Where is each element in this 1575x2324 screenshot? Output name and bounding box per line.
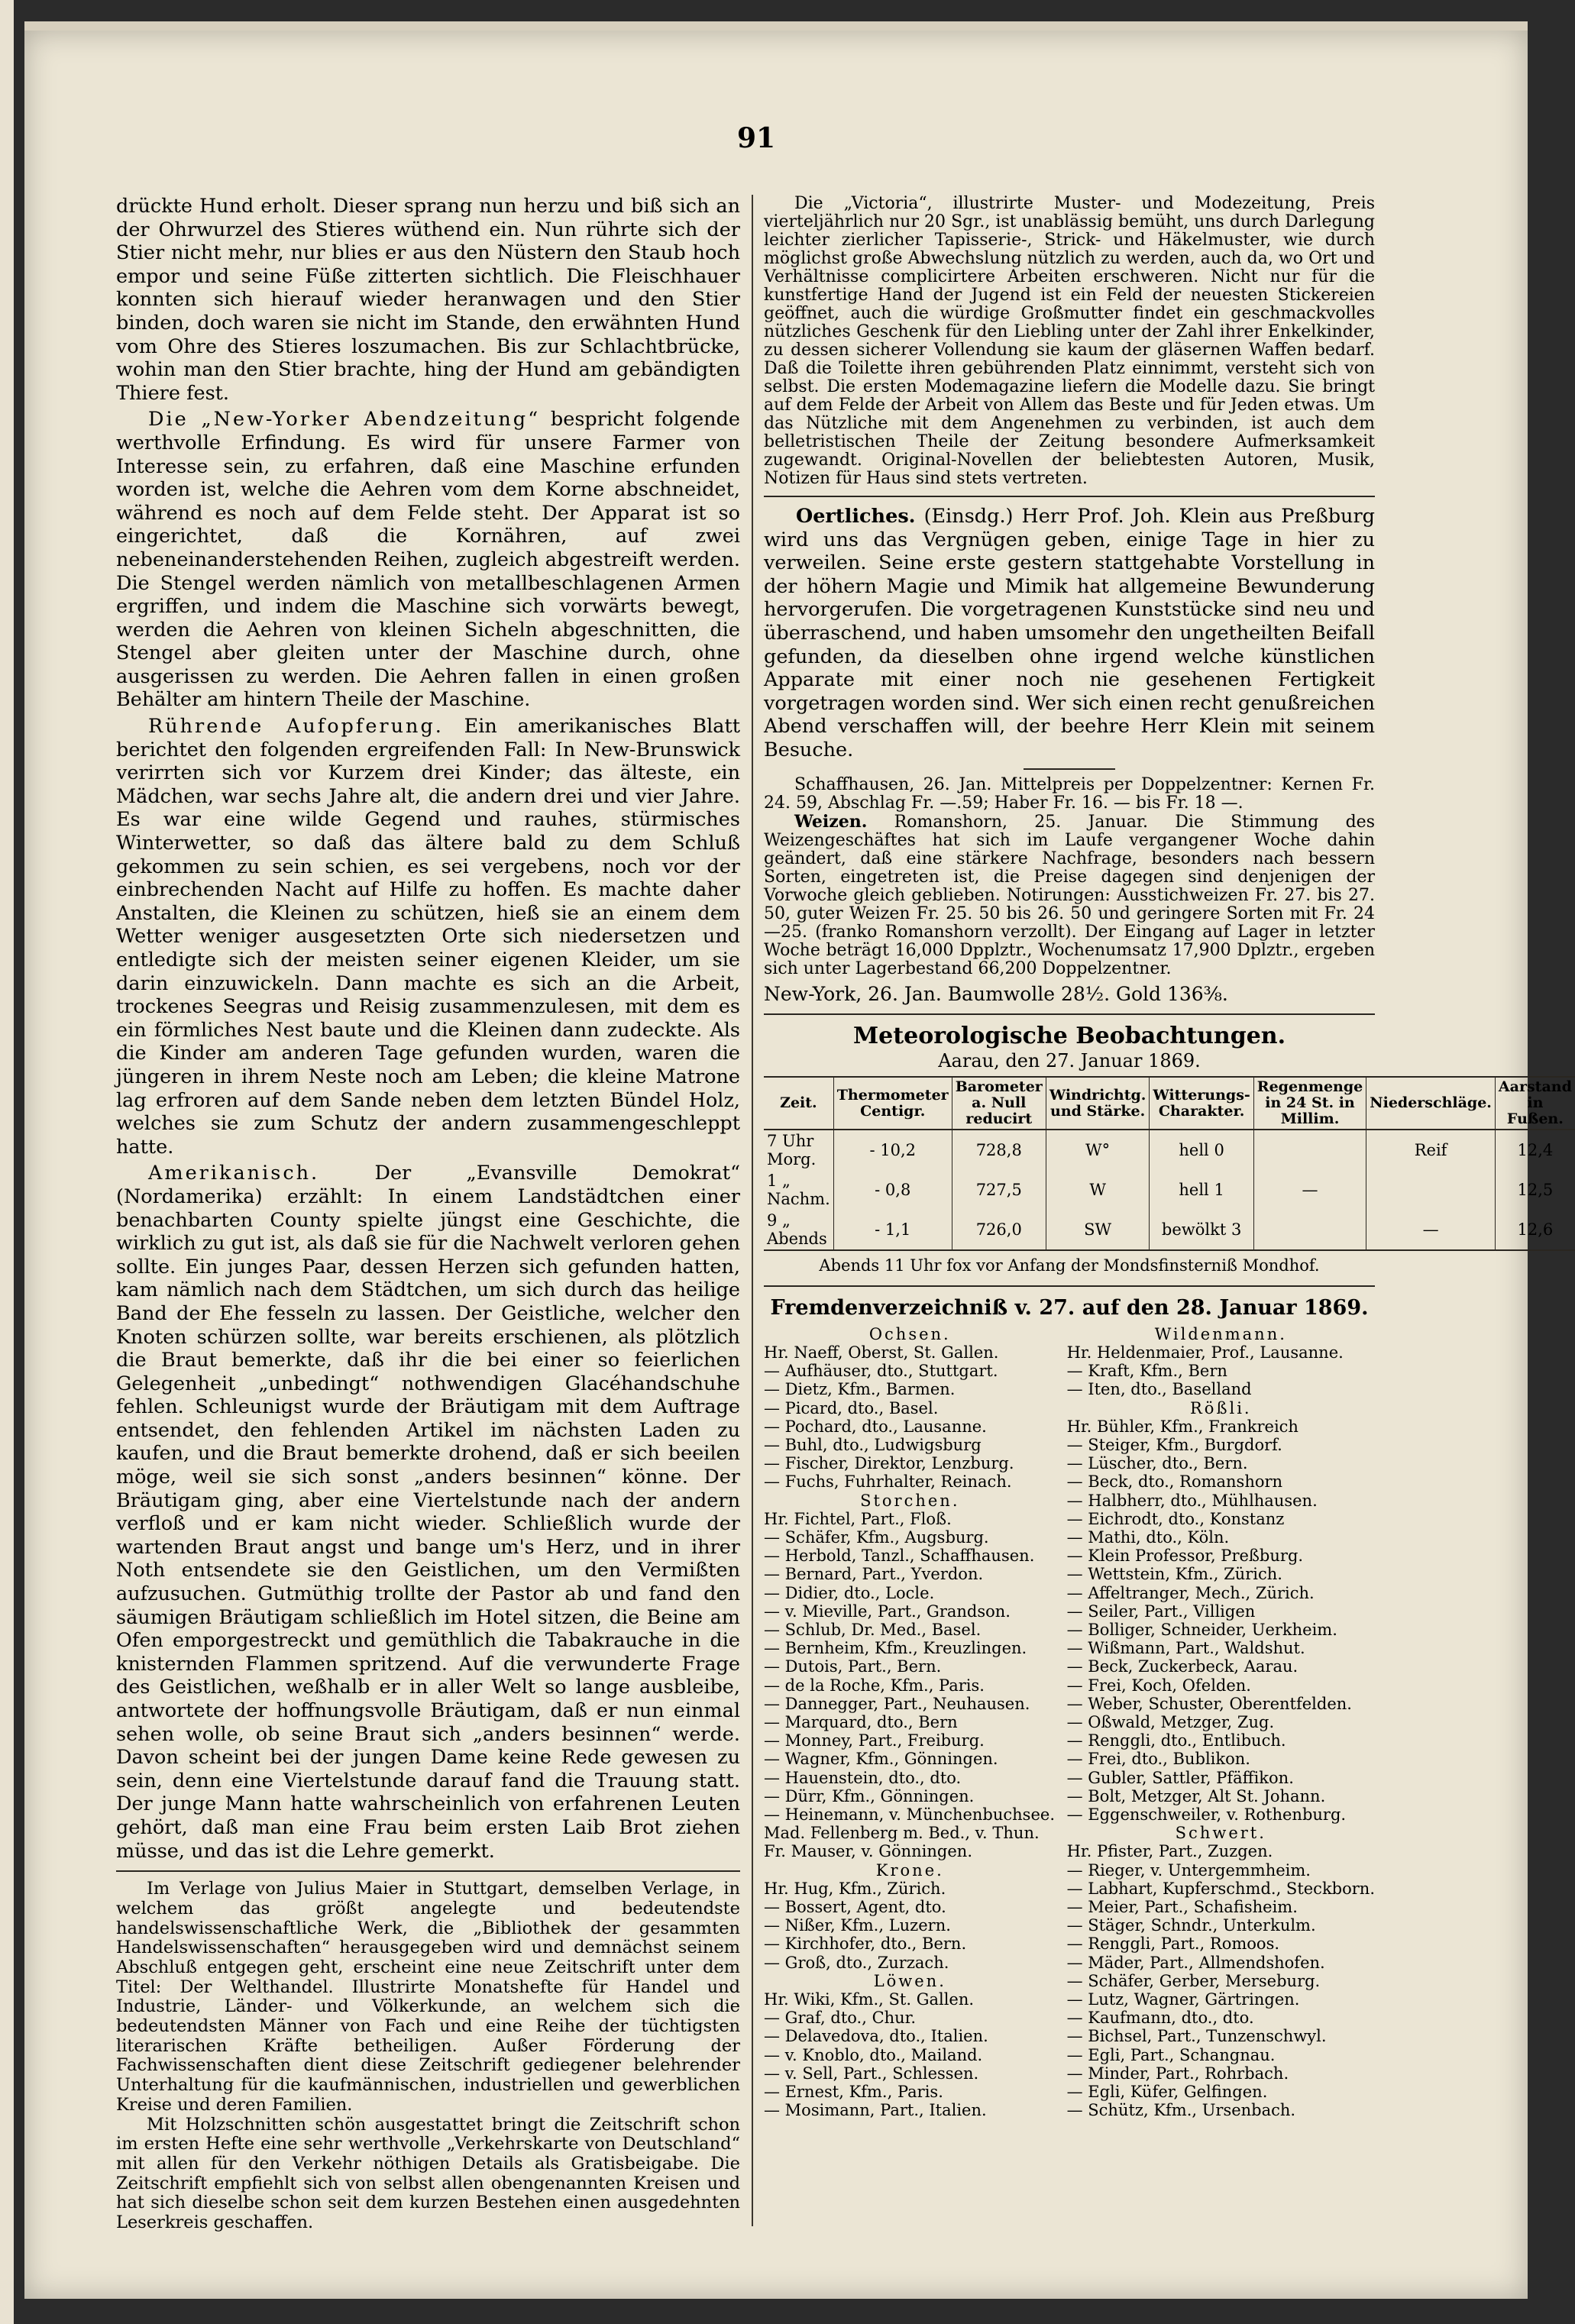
guest-entry: — Kirchhofer, dto., Bern.: [764, 1935, 967, 1954]
guest-entry: — Renggli, Part., Romoos.: [1066, 1935, 1280, 1954]
guest-entry: — Schütz, Kfm., Ursenbach.: [1066, 2101, 1296, 2120]
article-american-body: Der „Evansville Demokrat“ (Nordamerika) erzählt: In einem Landstädtchen einer benachbarten County spielte jüngst eine Geschichte, die wirklich zu gut ist, als daß sie für die Nachwelt verloren gehen sollte. Ein junges Paar, dessen Herzen sich gefunden hatten, kam nämlich nach dem Städtchen, um sich durch das heilige Band der Ehe fesseln zu lassen. Der Geistliche, welcher den Knoten schürzen sollte, war bereits erschienen, als plötzlich die Braut bemerkte, daß ihr die bei einer so feierlichen Gelegenheit „unbedingt“ nothwendigen Glacéhandschuhe fehlen. Schleunigst wurde der Bräutigam mit dem Auftrage entsendet, den fehlenden Artikel im nächsten Laden zu kaufen, und die Braut bemerkte drohend, daß er sich beeilen möge, weil sie sich sonst „anders besinnen“ könne. Der Bräutigam ging, aber eine Viertelstunde nach der andern verfloß und er kam nicht wieder. Schließlich wurde der wartenden Braut angst und bange um's Herz, und in ihrer Noth entsendete sie den Geistlichen, um den Vermißten aufzusuchen. Gutmüthig trollte der Pastor ab und fand den säumigen Bräutigam schließlich im Hotel sitzen, die Beine am Ofen emporgestreckt und gemüthlich die Tabakrauche in die knisternden Flammen spritzend. Auf die verwunderte Frage des Geistlichen, weßhalb er in aller Welt so lange ausbleibe, antwortete der hoffnungsvolle Bräutigam, daß er nun einmal sehen wolle, ob seine Braut sich „anders besinnen“ werde. Davon scheint bei der jungen Dame keine Rede gewesen zu sein, denn eine Viertelstunde darauf fand die Trauung statt. Der junge Mann hatte wahrscheinlich von erfahrenen Leuten gehört, daß man eine Frau beim ersten Laib Brot ziehen müsse, und das ist die Lehre gemerkt.: [116, 1162, 740, 1863]
guest-entry: — Rieger, v. Untergemmheim.: [1066, 1860, 1311, 1880]
weather-cell: SW: [1046, 1210, 1150, 1250]
article-local-lead: Oertliches.: [796, 505, 916, 528]
table-row: [764, 1210, 1575, 1250]
market-wheat: [764, 813, 1375, 978]
article-sacrifice-body: Ein amerikanisches Blatt berichtet den folgenden ergreifenden Fall: In New-Brunswick verirrten sich vor Kurzem drei Kinder; das älteste, ein Mädchen, war sechs Jahre alt, die andern drei und vier Jahre. Es war eine wilde Gegend und rauhes, stürmisches Winterwetter, so daß das ältere bald zu dem Schluß gekommen zu sein schien, es sei vergebens, noch vor der einbrechenden Nacht auf Hilfe zu hoffen. Es machte daher Anstalten, die Kleinen zu schützen, hieß sie an einem dem Wetter weniger ausgesetzten Orte sich niedersetzen und entledigte sich der meisten seiner eigenen Kleider, um sie darin einzuwickeln. Dann machte es sich an die Arbeit, trockenes Seegras und Reisig zusammenzulesen, mit dem es ein förmliches Nest baute und die Kleinen dann zudeckte. Als die Kinder am anderen Tage gefunden wurden, waren die jüngeren in ihrem Neste noch am Leben; die kleine Matrone lag erfroren auf dem Sande neben dem letzten Bündel Holz, welches sie zum Schutz der andern zusammengeschleppt hatte.: [116, 715, 741, 1159]
weather-cell: 727,5: [952, 1170, 1046, 1210]
guest-entry: — Lüscher, dto., Bern.: [1066, 1454, 1248, 1473]
section-rule: [116, 1870, 740, 1872]
guest-entry: — Monney, Part., Freiburg.: [764, 1731, 985, 1750]
guest-entry: — Aufhäuser, dto., Stuttgart.: [764, 1362, 998, 1381]
guest-list: [764, 1325, 1375, 2120]
weather-cell: hell 1: [1150, 1170, 1253, 1210]
guest-entry: — Dürr, Kfm., Gönningen.: [764, 1786, 975, 1805]
hotel-name: Löwen.: [873, 1971, 946, 1990]
weather-note: Abends 11 Uhr fox vor Anfang der Mondsfinsterniß Mondhof.: [819, 1256, 1320, 1275]
guest-entry: Hr. Pfister, Part., Zuzgen.: [1066, 1842, 1273, 1861]
article-bull-ending: drückte Hund erholt. Dieser sprang nun herzu und biß sich an der Ohrwurzel des Stieres wüthend ein. Nun rührte sich der Stier nicht mehr, nur blies er aus den Nüstern den Staub hoch empor und seine Füße zitterten sichtlich. Die Fleischhauer konnten sich hierauf wieder heranwagen und den Stier binden, doch waren sie nicht im Stande, den erwähnten Hund vom Ohre des Stieres loszumachen. Bis zur Schlachtbrücke, wohin man den Stier brachte, hing der Hund am gebändigten Thiere fest.: [116, 195, 740, 405]
guest-entry: — Mäder, Part., Allmendshofen.: [1066, 1953, 1325, 1972]
weather-cell: Reif: [1366, 1130, 1496, 1170]
advertisement-paragraph-1: Im Verlage von Julius Maier in Stuttgart, demselben Verlage, in welchem das größt angelegte und bedeutendste handelswissenschaftliche Werk, die „Bibliothek der gesammten Handelswissenschaften“ herausgegeben wird und demnächst seinem Abschluß entgegen geht, erscheint eine neue Zeitschrift unter dem Titel: Der Welthandel. Illustrirte Monatshefte für Handel und Industrie, Länder- und Völkerkunde, an welchem sich die bedeutendsten Männer von Fach und eine Reihe der tüchtigsten literarischen Kräfte betheiligen. Außer Förderung der Fachwissenschaften dient diese Zeitschrift gediegener belehrender Unterhaltung für die kaufmännischen, industriellen und gewerblichen Kreise und deren Familien.: [116, 1879, 740, 2115]
guest-entry: — Mosimann, Part., Italien.: [764, 2101, 987, 2120]
weather-cell: - 10,2: [833, 1130, 952, 1170]
section-rule: [764, 1013, 1375, 1015]
guest-entry: — Marquard, dto., Bern: [764, 1712, 958, 1731]
column-divider: [752, 195, 753, 2226]
page-number: 91: [736, 122, 776, 154]
guest-entry: — Schäfer, Kfm., Augsburg.: [764, 1527, 989, 1547]
guest-entry: — Hauenstein, dto., dto.: [764, 1768, 962, 1787]
weather-cell: [1253, 1130, 1366, 1170]
hotel-name: Ochsen.: [868, 1324, 951, 1343]
guest-entry: — Graf, dto., Chur.: [764, 2009, 917, 2028]
guest-entry: — Labhart, Kupferschmd., Steckborn.: [1066, 1879, 1375, 1898]
guest-entry: — Eichrodt, dto., Konstanz: [1066, 1509, 1285, 1528]
guest-entry: — Bichsel, Part., Tunzenschwyl.: [1066, 2027, 1327, 2046]
guest-entry: Hr. Naeff, Oberst, St. Gallen.: [764, 1343, 999, 1362]
weather-cell: [1253, 1210, 1366, 1250]
guest-list-title: Fremdenverzeichniß v. 27. auf den 28. Januar 1869.: [770, 1295, 1369, 1320]
weather-header-cell: Barometer a. Null reducirt: [952, 1077, 1046, 1130]
weather-header-cell: Regenmenge in 24 St. in Millim.: [1253, 1077, 1366, 1130]
guest-entry: — Bolliger, Schneider, Uerkheim.: [1066, 1620, 1337, 1639]
market-wheat-lead: Weizen.: [794, 811, 868, 832]
weather-cell: W: [1046, 1170, 1150, 1210]
guest-entry: — v. Knoblo, dto., Mailand.: [764, 2045, 983, 2064]
hotel-name: Storchen.: [860, 1491, 960, 1510]
guest-list-column-2: [1067, 1325, 1375, 2120]
guest-entry: — Stäger, Schndr., Unterkulm.: [1066, 1916, 1316, 1935]
hotel-name: Krone.: [875, 1860, 944, 1880]
weather-table: [764, 1076, 1575, 1251]
article-invention: [116, 408, 740, 712]
guest-entry: — Kraft, Kfm., Bern: [1066, 1362, 1227, 1381]
guest-entry: — Nißer, Kfm., Luzern.: [764, 1916, 951, 1935]
weather-cell: 1 „ Nachm.: [764, 1170, 833, 1210]
guest-entry: — Ernest, Kfm., Paris.: [764, 2083, 943, 2102]
book-binding-edge: [0, 0, 14, 2324]
advertisement-welthandel: [116, 1880, 740, 2233]
market-schaffhausen: Schaffhausen, 26. Jan. Mittelpreis per Doppelzentner: Kernen Fr. 24. 59, Abschlag Fr. —.59; Haber Fr. 16. — bis Fr. 18 —.: [764, 774, 1375, 813]
guest-entry: — Egli, Part., Schangnau.: [1066, 2045, 1276, 2064]
right-column: [764, 194, 1572, 2120]
weather-cell: 726,0: [952, 1210, 1046, 1250]
guest-entry: — Groß, dto., Zurzach.: [764, 1953, 949, 1972]
guest-entry: Hr. Fichtel, Part., Floß.: [764, 1509, 952, 1528]
guest-entry: — Gubler, Sattler, Pfäffikon.: [1066, 1768, 1294, 1787]
weather-cell: 12,6: [1495, 1210, 1574, 1250]
guest-entry: — Meier, Part., Schafisheim.: [1066, 1898, 1298, 1917]
article-american: [116, 1162, 740, 1863]
hotel-name: Schwert.: [1175, 1824, 1266, 1843]
market-newyork: New-York, 26. Jan. Baumwolle 28½. Gold 136⅜.: [764, 982, 1228, 1005]
weather-header-cell: Witterungs-Charakter.: [1150, 1077, 1253, 1130]
guest-entry: — Egli, Küfer, Gelfingen.: [1066, 2083, 1268, 2102]
guest-entry: — Weber, Schuster, Oberentfelden.: [1066, 1694, 1352, 1713]
guest-entry: — Mathi, dto., Köln.: [1066, 1527, 1230, 1547]
section-rule: [764, 1285, 1375, 1287]
weather-header-row: [764, 1077, 1575, 1130]
guest-entry: — Steiger, Kfm., Burgdorf.: [1066, 1435, 1282, 1454]
market-wheat-body: Romanshorn, 25. Januar. Die Stimmung des Weizengeschäftes hat sich im Laufe vergangener Woche dahin geändert, daß eine stärkere Nachfrage, besonders nach bessern Sorten, eingetreten ist, die Preise dagegen sind denjenigen der Vorwoche gleich geblieben. Notirungen: Ausstichweizen Fr. 27. bis 27. 50, guter Weizen Fr. 25. 50 bis 26. 50 und geringere Sorten mit Fr. 24—25. (franko Romanshorn verzollt). Der Eingang auf Lager in letzter Woche beträgt 16,000 Dpplztr., Wochenumsatz 17,900 Dplztr., ergeben sich unter Lagerbestand 66,200 Doppelzentner.: [764, 812, 1375, 978]
guest-entry: — Frei, Koch, Ofelden.: [1066, 1676, 1251, 1695]
weather-cell: 9 „ Abends: [764, 1210, 833, 1250]
hotel-name: Wildenmann.: [1154, 1324, 1287, 1343]
guest-list-column-1: [764, 1325, 1056, 2120]
left-column: [116, 195, 740, 2233]
guest-entry: — Delavedova, dto., Italien.: [764, 2027, 988, 2046]
guest-entry: — Bernard, Part., Yverdon.: [764, 1565, 984, 1584]
guest-entry: — Iten, dto., Baselland: [1066, 1380, 1252, 1399]
guest-entry: — Affeltranger, Mech., Zürich.: [1066, 1583, 1315, 1602]
weather-title: Meteorologische Beobachtungen.: [852, 1023, 1286, 1050]
guest-entry: — Buhl, dto., Ludwigsburg: [764, 1435, 982, 1454]
guest-entry: — Fischer, Direktor, Lenzburg.: [764, 1454, 1014, 1473]
guest-entry: — Klein Professor, Preßburg.: [1066, 1547, 1304, 1566]
weather-cell: bewölkt 3: [1150, 1210, 1253, 1250]
weather-header-cell: Zeit.: [764, 1077, 833, 1130]
guest-entry: — Dutois, Part., Bern.: [764, 1657, 942, 1676]
guest-entry: Mad. Fellenberg m. Bed., v. Thun.: [764, 1824, 1040, 1843]
weather-cell: W°: [1046, 1130, 1150, 1170]
guest-entry: — Heinemann, v. Münchenbuchsee.: [764, 1805, 1055, 1824]
guest-entry: — Lutz, Wagner, Gärtringen.: [1066, 1990, 1300, 2009]
guest-entry: — Dannegger, Part., Neuhausen.: [764, 1694, 1030, 1713]
weather-cell: —: [1366, 1210, 1496, 1250]
guest-entry: — Renggli, dto., Entlibuch.: [1066, 1731, 1286, 1750]
guest-entry: — Wettstein, Kfm., Zürich.: [1066, 1565, 1282, 1584]
guest-entry: — Beck, dto., Romanshorn: [1066, 1472, 1283, 1492]
advertisement-paragraph-2: Mit Holzschnitten schön ausgestattet bringt die Zeitschrift schon im ersten Hefte eine sehr werthvolle „Verkehrskarte von Deutschland“ mit allen für den Verkehr nöthigen Details als Gratisbeigabe. Die Zeitschrift empfiehlt sich von selbst allen obengenannten Kreisen und hat sich dieselbe schon seit dem kurzen Bestehen einen ausgedehnten Leserkreis geschaffen.: [116, 2114, 740, 2233]
weather-subtitle: Aarau, den 27. Januar 1869.: [938, 1050, 1201, 1072]
guest-entry: — Wagner, Kfm., Gönningen.: [764, 1750, 998, 1769]
guest-entry: — Fuchs, Fuhrhalter, Reinach.: [764, 1472, 1012, 1492]
guest-entry: — Picard, dto., Basel.: [764, 1398, 939, 1417]
short-rule: [1024, 768, 1115, 770]
article-sacrifice-lead: Rührende Aufopferung.: [148, 715, 444, 739]
weather-cell: 12,5: [1517, 1181, 1554, 1200]
article-invention-lead: Die „New-Yorker Abendzeitung“: [148, 408, 541, 432]
table-row: [764, 1170, 1575, 1210]
guest-entry: — Beck, Zuckerbeck, Aarau.: [1066, 1657, 1298, 1676]
guest-entry: — Frei, dto., Bublikon.: [1066, 1750, 1250, 1769]
weather-cell: —: [1253, 1170, 1366, 1210]
table-row: [764, 1130, 1575, 1170]
guest-entry: — Wißmann, Part., Waldshut.: [1066, 1639, 1305, 1658]
guest-entry: — de la Roche, Kfm., Paris.: [764, 1676, 985, 1695]
weather-cell: 728,8: [952, 1130, 1046, 1170]
guest-entry: — Schäfer, Gerber, Merseburg.: [1066, 1971, 1321, 1990]
weather-cell: 7 Uhr Morg.: [764, 1130, 833, 1170]
notice-victoria-text: Die „Victoria“, illustrirte Muster- und Modezeitung, Preis vierteljährlich nur 20 Sgr., ist unablässig bemüht, uns durch Darlegung leichter zierlicher Tapisserie-, Strick- und Häkelmuster, wie durch möglichst große Abwechslung nützlich zu werden, auch da, wo Ort und Verhältnisse complicirtere Arbeiten erschweren. Nicht nur für die kunstfertige Hand der Jugend ist ein Feld der neuesten Stickereien geöffnet, auch die würdige Großmutter findet ein geschmackvolles nützliches Geschenk für den Liebling unter der Zahl ihrer Enkelkinder, zu dessen sicherer Vollendung sie kaum der gläsernen Waffen bedarf. Daß die Toilette ihren gebührenden Platz einnimmt, versteht sich von selbst. Die ersten Modemagazine liefern die Modelle dazu. Sie bringt auf dem Felde der Arbeit von Allem das Beste und für Jeden etwas. Um das Nützliche mit dem Angenehmen zu verbinden, ist auch dem belletristischen Theile der Zeitung besondere Aufmerksamkeit zugewandt. Original-Novellen der beliebtesten Autoren, Musik, Notizen für Haus sind stets vertreten.: [764, 194, 1375, 488]
guest-entry: Hr. Wiki, Kfm., St. Gallen.: [764, 1990, 975, 2009]
guest-entry: — Kaufmann, dto., dto.: [1066, 2009, 1254, 2028]
article-local-body: (Einsdg.) Herr Prof. Joh. Klein aus Preßburg wird uns das Vergnügen geben, einige Tage in hier zu verweilen. Seine erste gestern stattgehabte Vorstellung in der höhern Magie und Mimik hat allgemeine Bewunderung hervorgerufen. Die vorgetragenen Kunststücke sind neu und überraschend, und haben umsomehr den ungetheilten Beifall gefunden, da dieselben ohne irgend welche künstlichen Apparate mit einer noch nie gesehenen Fertigkeit vorgetragen worden sind. Wer sich einen recht genußreichen Abend verschaffen will, der beehre Herr Klein mit seinem Besuche.: [764, 505, 1375, 761]
weather-header-cell: Windrichtg. und Stärke.: [1046, 1077, 1150, 1130]
guest-entry: — Seiler, Part., Villigen: [1066, 1602, 1256, 1621]
weather-cell: - 1,1: [833, 1210, 952, 1250]
guest-entry: — Minder, Part., Rohrbach.: [1066, 2064, 1289, 2083]
section-rule: [764, 496, 1375, 497]
guest-entry: — Dietz, Kfm., Barmen.: [764, 1380, 956, 1399]
guest-entry: — Halbherr, dto., Mühlhausen.: [1066, 1491, 1318, 1510]
guest-entry: — Bossert, Agent, dto.: [764, 1898, 946, 1917]
guest-entry: — Didier, dto., Locle.: [764, 1583, 935, 1602]
guest-entry: Fr. Mauser, v. Gönningen.: [764, 1842, 972, 1861]
guest-entry: Hr. Hug, Kfm., Zürich.: [764, 1879, 946, 1898]
weather-header-cell: Aarstand in Fußen.: [1495, 1077, 1574, 1130]
guest-entry: — v. Sell, Part., Schlessen.: [764, 2064, 979, 2083]
article-invention-body: bespricht folgende werthvolle Erfindung. Es wird für unsere Farmer von Interesse sein, zu erfahren, daß eine Maschine erfunden worden ist, welche die Aehren vom dem Korne abschneidet, während es noch auf dem Felde steht. Der Apparat ist so eingerichtet, daß die Kornähren, auf zwei nebeneinanderstehenden Reihen, zugleich abgestreift werden. Die Stengel werden nämlich von metallbeschlagenen Armen ergriffen, und indem die Maschine sich vorwärts bewegt, werden die Aehren von kleinen Sicheln abgeschnitten, die Stengel aber gleiten unter der Maschine durch, ohne ausgerissen zu werden. Die Aehren fallen in einen großen Behälter am hintern Theile der Maschine.: [116, 408, 741, 712]
weather-header-cell: Niederschläge.: [1366, 1077, 1496, 1130]
weather-cell: 12,4: [1517, 1141, 1554, 1160]
weather-cell: - 0,8: [833, 1170, 952, 1210]
article-sacrifice: [116, 715, 740, 1159]
guest-entry: — Bolt, Metzger, Alt St. Johann.: [1066, 1786, 1326, 1805]
guest-entry: — Eggenschweiler, v. Rothenburg.: [1066, 1805, 1347, 1824]
guest-entry: — Oßwald, Metzger, Zug.: [1066, 1712, 1275, 1731]
market-reports: [764, 776, 1375, 978]
notice-victoria: [764, 195, 1375, 488]
guest-entry: Hr. Bühler, Kfm., Frankreich: [1066, 1417, 1298, 1436]
guest-entry: — v. Mieville, Part., Grandson.: [764, 1602, 1011, 1621]
article-local: [764, 505, 1375, 762]
guest-entry: — Schlub, Dr. Med., Basel.: [764, 1620, 982, 1639]
weather-header-cell: Thermometer Centigr.: [833, 1077, 952, 1130]
weather-cell: hell 0: [1150, 1130, 1253, 1170]
guest-entry: — Pochard, dto., Lausanne.: [764, 1417, 987, 1436]
weather-cell: [1366, 1170, 1496, 1210]
hotel-name: Rößli.: [1190, 1398, 1252, 1417]
article-american-lead: Amerikanisch.: [148, 1162, 320, 1185]
guest-entry: Hr. Heldenmaier, Prof., Lausanne.: [1066, 1343, 1344, 1362]
guest-entry: — Bernheim, Kfm., Kreuzlingen.: [764, 1639, 1027, 1658]
guest-entry: — Herbold, Tanzl., Schaffhausen.: [764, 1547, 1035, 1566]
